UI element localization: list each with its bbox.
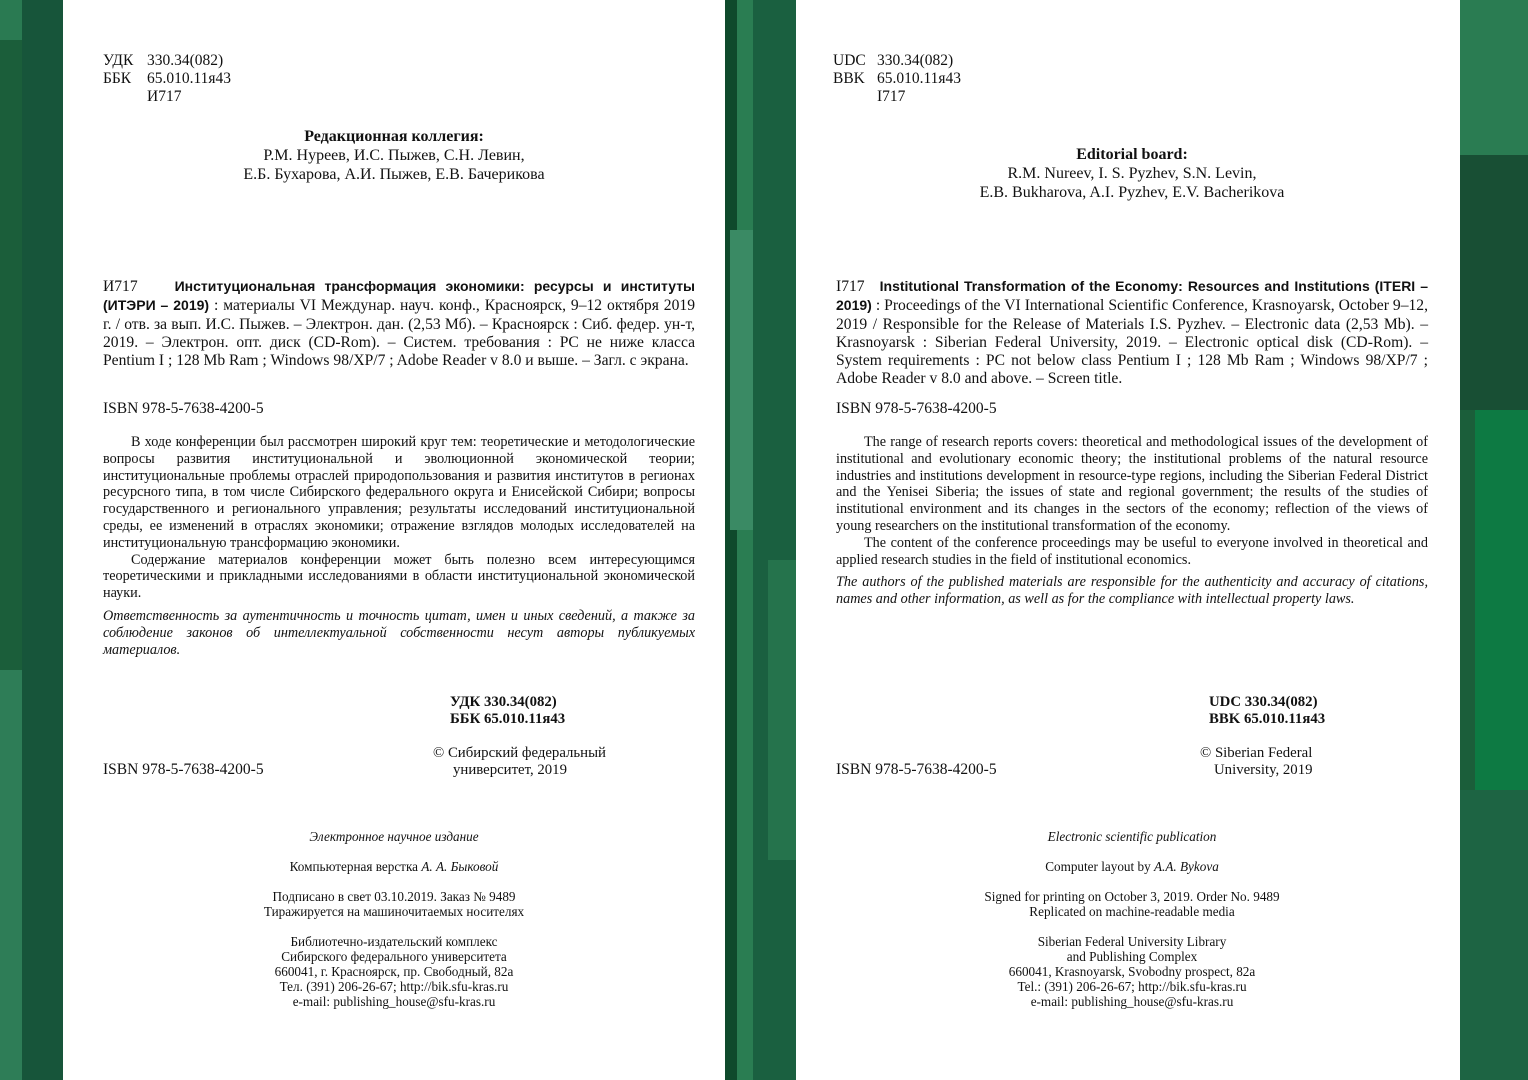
layout-credit	[63, 859, 725, 874]
catalog-entry	[103, 277, 695, 370]
copyright-line: University, 2019	[1214, 761, 1313, 778]
decor-block	[1460, 155, 1528, 410]
decor-block	[1460, 0, 1528, 155]
abstract-paragraph: The range of research reports covers: theoretical and methodological issues of the development of institutional and evolutionary economic theory; the institutional problems of the natural resource industries and institutions development in resource-type regions, including the Siberian Federal District and the Yenisei Siberia; the issues of state and regional government; the results of the studies of institutional environment and its changes in the sectors of the economy; reflection of the views of young researchers on the institutional transformation of the economy.	[836, 434, 1428, 534]
publisher-address: 660041, г. Красноярск, пр. Свободный, 82а	[274, 964, 514, 979]
udc-line: UDC 330.34(082)	[1209, 694, 1318, 710]
catalog-entry	[836, 277, 1428, 389]
responsibility-note: The authors of the published materials are responsible for the authenticity and accuracy of citations, names and other information, as well as for the compliance with intellectual property laws.	[836, 574, 1428, 608]
colophon	[796, 829, 1468, 1009]
edition-type: Электронное научное издание	[309, 829, 479, 844]
author-code: И717	[147, 88, 182, 105]
udk-line: УДК 330.34(082)	[450, 694, 557, 710]
board-title: Editorial board:	[1076, 146, 1188, 163]
udk-block	[1209, 694, 1325, 727]
publisher-email: e-mail: publishing_house@sfu-kras.ru	[1030, 994, 1234, 1009]
publisher-name: Библиотечно-издательский комплекс	[290, 934, 498, 949]
publisher-name: and Publishing Complex	[1066, 949, 1198, 964]
edition-type: Electronic scientific publication	[1047, 829, 1217, 844]
decor-block	[753, 0, 796, 1080]
copyright-line: © Siberian Federal	[1200, 745, 1313, 761]
signed-info: Signed for printing on October 3, 2019. Order No. 9489	[984, 889, 1280, 904]
publisher-address: 660041, Krasnoyarsk, Svobodny prospect, 82a	[1008, 964, 1256, 979]
publisher-name: Сибирского федерального университета	[281, 949, 507, 964]
publisher-name: Siberian Federal University Library	[1037, 934, 1227, 949]
decor-block	[768, 560, 796, 860]
decor-block	[1460, 790, 1528, 1080]
replication-info: Replicated on machine-readable media	[1029, 904, 1235, 919]
udk-label: УДК	[103, 52, 134, 69]
colophon	[63, 829, 725, 1009]
layout-name: А. А. Быковой	[421, 859, 499, 874]
publisher-email: e-mail: publishing_house@sfu-kras.ru	[292, 994, 496, 1009]
entry-title: Institutional Transformation of the Economy: Resources and Institutions (ITERI – 2019)	[836, 278, 1428, 314]
board-title: Редакционная коллегия:	[304, 128, 484, 145]
decor-block	[0, 670, 22, 1080]
abstract	[836, 434, 1428, 608]
decor-block	[0, 0, 22, 40]
copyright	[1200, 745, 1313, 778]
copyright-line: © Сибирский федеральный	[433, 745, 606, 761]
isbn-bottom: ISBN 978-5-7638-4200-5	[836, 761, 997, 778]
bbk-line: ББК 65.010.11я43	[450, 710, 566, 727]
abstract-paragraph: Содержание материалов конференции может быть полезно всем интересующимся теоретическими и прикладными исследованиями в области институциональной экономической науки.	[103, 551, 695, 602]
bbk-label: BBK	[833, 70, 865, 87]
entry-description: : Proceedings of the VI International Scientific Conference, Krasnoyarsk, October 9–12, 2019 / Responsible for the Release of Materials I.S. Pyzhev. – Electronic data (2,53 Mb). – Krasnoyarsk : Siberian Federal University, 2019. – Electronic optical disk (CD-Rom). – System requirements : PC not below class Pentium I ; 128 Mb Ram ; Windows 98/XP/7 ; Adobe Reader v 8.0 and above. – Screen title.	[836, 297, 1428, 388]
responsibility-note: Ответственность за аутентичность и точность цитат, имен и иных сведений, а также за соблюдение законов об интеллектуальной собственности несут авторы публикуемых материалов.	[103, 607, 695, 658]
isbn: ISBN 978-5-7638-4200-5	[836, 400, 997, 417]
bbk-value: 65.010.11я43	[147, 70, 232, 87]
editorial-board	[796, 146, 1468, 202]
layout-prefix: Computer layout by	[1045, 859, 1154, 874]
bbk-value: 65.010.11я43	[877, 70, 962, 87]
classification-block	[103, 52, 231, 106]
layout-name: A.A. Bykova	[1153, 859, 1219, 874]
decor-block	[1475, 410, 1528, 790]
entry-description: : материалы VI Междунар. науч. конф., Красноярск, 9–12 октября 2019 г. / отв. за вып. И.С. Пыжев. – Электрон. дан. (2,53 Мб). – Красноярск : Сиб. федер. ун-т, 2019. – Электрон. опт. диск (CD-Rom). – Систем. требования : PC не ниже класса Pentium I ; 128 Mb Ram ; Windows 98/XP/7 ; Adobe Reader v 8.0 и выше. – Загл. с экрана.	[103, 297, 695, 370]
replication-info: Тиражируется на машиночитаемых носителях	[263, 904, 525, 919]
layout-credit	[796, 859, 1468, 874]
isbn: ISBN 978-5-7638-4200-5	[103, 400, 264, 417]
udk-block	[450, 694, 565, 727]
board-line: R.M. Nureev, I. S. Pyzhev, S.N. Levin,	[1007, 165, 1257, 182]
decor-block	[725, 0, 737, 1080]
entry-code: И717	[103, 278, 138, 295]
signed-info: Подписано в свет 03.10.2019. Заказ № 9489	[272, 889, 516, 904]
abstract-paragraph: В ходе конференции был рассмотрен широкий круг тем: теоретические и методологические вопросы развития институциональной и эволюционной экономической теории; институциональные проблемы отраслей природопользования и развития институтов в регионах ресурсного типа, в том числе Сибирского федерального округа и Енисейской Сибири; вопросы государственного и регионального управления; результаты исследований институциональной среды, ее изменений в отраслях экономики; отражение взглядов молодых исследователей на институциональную трансформацию экономики.	[103, 434, 695, 551]
entry-title: Институциональная трансформация экономики: ресурсы и институты (ИТЭРИ – 2019)	[103, 278, 696, 314]
publisher-phone: Tel.: (391) 206-26-67; http://bik.sfu-kras.ru	[1017, 979, 1247, 994]
layout-prefix: Компьютерная верстка	[289, 859, 422, 874]
copyright-line: университет, 2019	[453, 761, 567, 778]
board-line: Е.Б. Бухарова, А.И. Пыжев, Е.В. Бачерикова	[243, 166, 545, 183]
board-line: E.B. Bukharova, A.I. Pyzhev, E.V. Bacherikova	[979, 184, 1285, 201]
bbk-label: ББК	[103, 70, 132, 87]
copyright	[433, 745, 606, 778]
abstract	[103, 434, 695, 658]
bbk-line: BBK 65.010.11я43	[1209, 710, 1326, 727]
udc-label: UDC	[833, 52, 866, 69]
board-line: Р.М. Нуреев, И.С. Пыжев, С.Н. Левин,	[263, 147, 525, 164]
page-right	[796, 0, 1460, 1080]
decor-block	[737, 0, 753, 1080]
author-code: I717	[877, 88, 906, 105]
classification-block	[833, 52, 961, 106]
editorial-board	[63, 128, 725, 184]
decor-block	[22, 0, 63, 1080]
page-left	[63, 0, 725, 1080]
udc-value: 330.34(082)	[877, 52, 954, 69]
abstract-paragraph: The content of the conference proceedings may be useful to everyone involved in theoretical and applied research studies in the field of institutional economics.	[836, 534, 1428, 568]
publisher-phone: Тел. (391) 206-26-67; http://bik.sfu-kras.ru	[279, 979, 509, 994]
isbn-bottom: ISBN 978-5-7638-4200-5	[103, 761, 264, 778]
entry-code: I717	[836, 278, 865, 295]
udk-value: 330.34(082)	[147, 52, 224, 69]
